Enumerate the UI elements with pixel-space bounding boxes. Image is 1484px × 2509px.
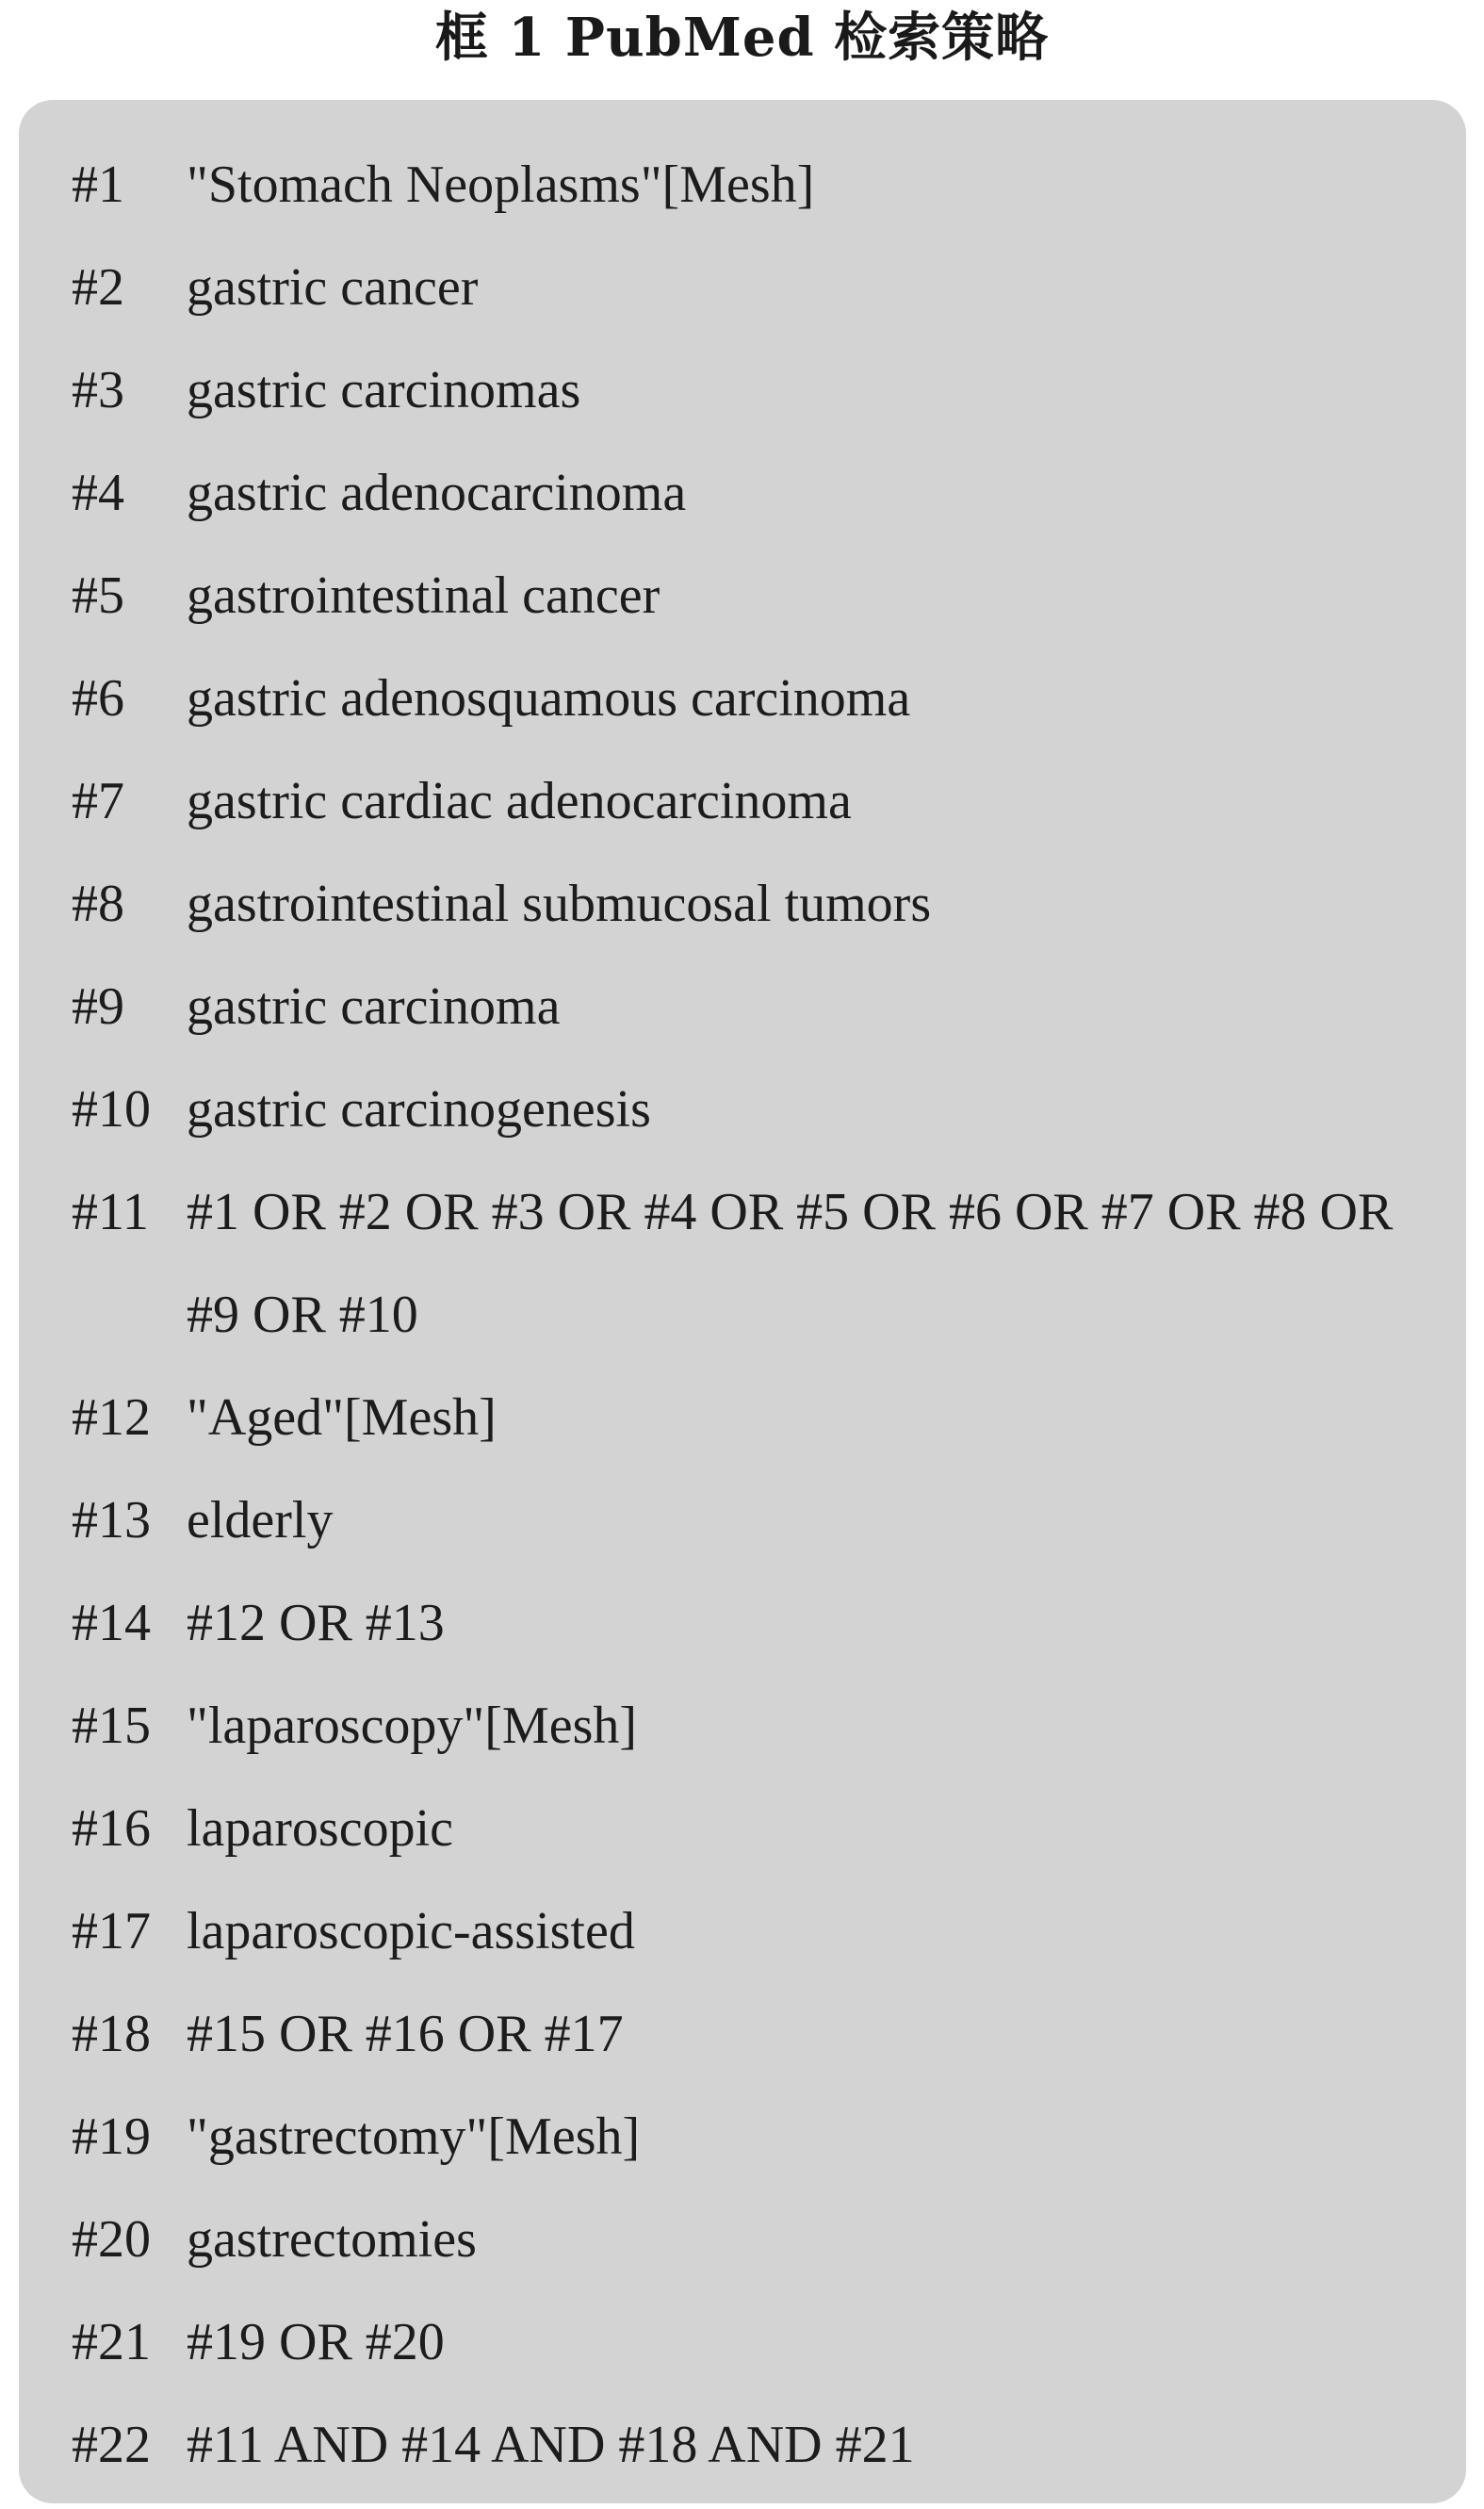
search-row-number: #16 [72, 1799, 151, 1858]
search-row [19, 134, 1466, 237]
search-row [19, 2394, 1466, 2497]
search-row-number: #5 [72, 566, 124, 625]
search-row-term: gastric carcinomas [187, 361, 581, 419]
search-row-number: #12 [72, 1388, 151, 1447]
search-row-number: #2 [72, 258, 124, 317]
search-row [19, 339, 1466, 442]
search-row-number: #6 [72, 669, 124, 728]
search-row-number: #11 [72, 1183, 149, 1241]
search-row-term: gastric adenocarcinoma [187, 464, 687, 522]
search-row-term: elderly [187, 1491, 334, 1550]
search-row [19, 1675, 1466, 1778]
search-row-term: gastric carcinogenesis [187, 1080, 651, 1139]
search-row-term: "laparoscopy"[Mesh] [187, 1697, 638, 1755]
search-row-term: gastric carcinoma [187, 977, 561, 1036]
search-row-term: "gastrectomy"[Mesh] [187, 2107, 641, 2166]
search-row [19, 2291, 1466, 2394]
search-row [19, 853, 1466, 956]
search-row-number: #14 [72, 1594, 151, 1652]
search-row [19, 1469, 1466, 1572]
search-row-term: "Aged"[Mesh] [187, 1388, 497, 1447]
search-row [19, 1161, 1466, 1367]
search-row-term: gastric adenosquamous carcinoma [187, 669, 911, 728]
search-row-term: #1 OR #2 OR #3 OR #4 OR #5 OR #6 OR #7 OR #8 OR #9 OR #10 [187, 1183, 1394, 1344]
search-row [19, 1367, 1466, 1469]
search-row-number: #10 [72, 1080, 151, 1139]
search-row-number: #17 [72, 1902, 151, 1960]
search-row-number: #3 [72, 361, 124, 419]
search-row-term: gastric cardiac adenocarcinoma [187, 772, 852, 830]
search-row-number: #19 [72, 2107, 151, 2166]
search-row-term: laparoscopic-assisted [187, 1902, 635, 1960]
search-row-term: gastrointestinal submucosal tumors [187, 875, 932, 933]
search-row-number: #4 [72, 464, 124, 522]
search-row-number: #9 [72, 977, 124, 1036]
search-row-number: #8 [72, 875, 124, 933]
search-row-term: #12 OR #13 [187, 1594, 445, 1652]
search-row [19, 2189, 1466, 2291]
search-row-term: gastrectomies [187, 2210, 477, 2269]
search-row [19, 1778, 1466, 1880]
search-row-term: #11 AND #14 AND #18 AND #21 [187, 2416, 915, 2474]
search-row-term: gastric cancer [187, 258, 479, 317]
search-row-number: #7 [72, 772, 124, 830]
search-row-term: gastrointestinal cancer [187, 566, 660, 625]
search-row-number: #1 [72, 156, 124, 214]
search-row [19, 1572, 1466, 1675]
search-row [19, 648, 1466, 750]
search-row [19, 1058, 1466, 1161]
search-row [19, 545, 1466, 648]
search-row [19, 1880, 1466, 1983]
search-row-number: #18 [72, 2005, 151, 2063]
search-row [19, 750, 1466, 853]
search-strategy-box [19, 100, 1466, 2503]
search-row-number: #20 [72, 2210, 151, 2269]
search-row-number: #15 [72, 1697, 151, 1755]
search-row-term: #15 OR #16 OR #17 [187, 2005, 624, 2063]
search-row-number: #13 [72, 1491, 151, 1550]
search-row-term: "Stomach Neoplasms"[Mesh] [187, 156, 815, 214]
search-row-term: #19 OR #20 [187, 2313, 445, 2371]
box-title: 框 1 PubMed 检索策略 [434, 7, 1050, 69]
search-strategy-list [19, 134, 1466, 2497]
search-row-number: #22 [72, 2416, 151, 2474]
search-row [19, 442, 1466, 545]
search-row [19, 2086, 1466, 2189]
search-row [19, 956, 1466, 1058]
search-row-number: #21 [72, 2313, 151, 2371]
search-row [19, 1983, 1466, 2086]
search-row [19, 237, 1466, 339]
search-row-term: laparoscopic [187, 1799, 453, 1858]
